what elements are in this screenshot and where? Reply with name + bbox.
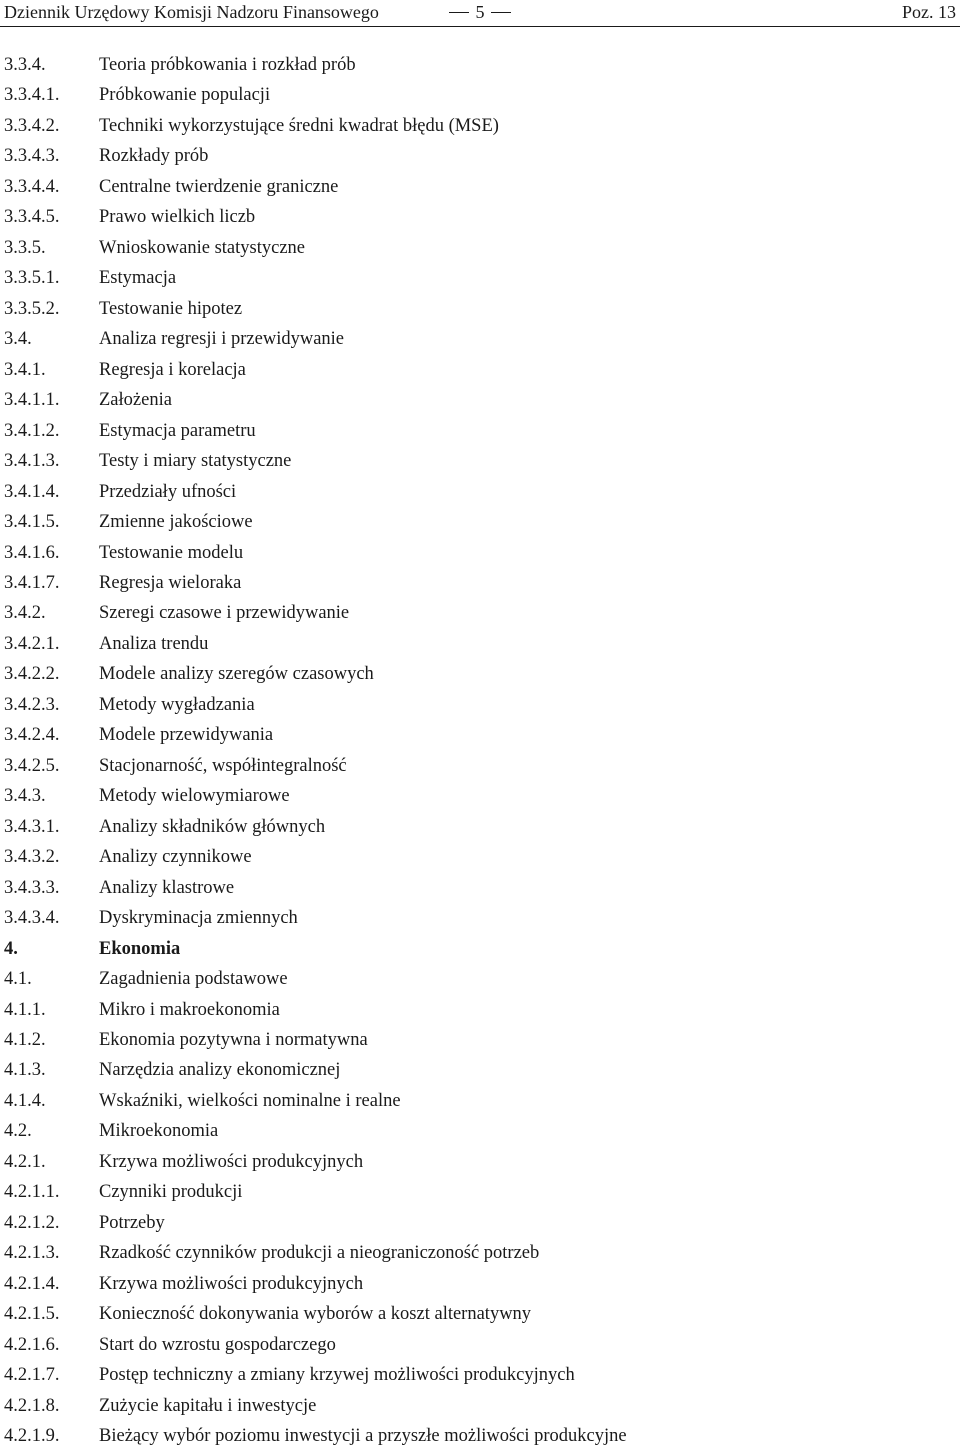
toc-entry-title: Testy i miary statystyczne <box>99 451 292 472</box>
toc-entry-title: Modele przewidywania <box>99 725 274 746</box>
toc-entry <box>0 1026 960 1056</box>
toc-entry <box>0 660 960 690</box>
toc-entry-title: Szeregi czasowe i przewidywanie <box>99 603 350 624</box>
toc-entry-number: 4.1.4. <box>4 1090 46 1111</box>
toc-entry <box>0 1239 960 1269</box>
toc-entry-number: 3.3.4.5. <box>4 207 60 228</box>
toc-entry <box>0 569 960 599</box>
toc-entry-title: Próbkowanie populacji <box>99 85 271 106</box>
page-header <box>0 0 960 26</box>
toc-entry-number: 4.1.1. <box>4 999 46 1020</box>
toc-entry <box>0 1087 960 1117</box>
toc-entry-title: Dyskryminacja zmiennych <box>99 908 298 929</box>
toc-entry-number: 3.4.3.3. <box>4 877 60 898</box>
toc-entry <box>0 386 960 416</box>
journal-title: Dziennik Urzędowy Komisji Nadzoru Finansowego <box>4 2 379 22</box>
toc-entry-title: Analizy klastrowe <box>99 877 235 898</box>
toc-entry-number: 3.4.1.6. <box>4 542 60 563</box>
toc-entry-title: Regresja i korelacja <box>99 359 246 380</box>
toc-entry-title: Stacjonarność, współintegralność <box>99 755 347 776</box>
toc-entry-title: Modele analizy szeregów czasowych <box>99 664 374 685</box>
toc-entry-title: Mikroekonomia <box>99 1121 219 1142</box>
toc-entry-title: Ekonomia <box>99 938 181 959</box>
toc-entry-number: 3.4.3.4. <box>4 908 60 929</box>
toc-entry-number: 3.4.1.7. <box>4 572 60 593</box>
toc-entry <box>0 173 960 203</box>
toc-entry-title: Krzywa możliwości produkcyjnych <box>99 1151 364 1172</box>
toc-entry <box>0 264 960 294</box>
toc-entry <box>0 721 960 751</box>
toc-entry-number: 3.3.4.3. <box>4 146 60 167</box>
toc-entry-number: 3.4.2.1. <box>4 633 60 654</box>
toc-entry-number: 4.2.1. <box>4 1151 46 1172</box>
toc-entry-number: 4.2.1.1. <box>4 1182 60 1203</box>
toc-entry <box>0 1361 960 1391</box>
toc-entry-number: 3.3.4. <box>4 55 46 75</box>
toc-entry-number: 3.4.2.2. <box>4 664 60 685</box>
toc-entry <box>0 843 960 873</box>
toc-entry-title: Analiza trendu <box>99 633 209 654</box>
toc-entry-title: Techniki wykorzystujące średni kwadrat błędu (MSE) <box>99 115 499 136</box>
toc-entry-title: Rzadkość czynników produkcji a nieograniczoność potrzeb <box>99 1243 540 1264</box>
toc-entry-title: Testowanie hipotez <box>99 298 243 319</box>
toc-entry <box>0 752 960 782</box>
toc-entry-title: Bieżący wybór poziomu inwestycji a przyszłe możliwości produkcyjne <box>99 1426 627 1447</box>
toc-entry <box>0 51 960 81</box>
toc-entry-number: 3.3.4.1. <box>4 85 60 106</box>
toc-entry <box>0 203 960 233</box>
toc-entry-number: 4. <box>4 938 18 959</box>
toc-entry-title: Start do wzrostu gospodarczego <box>99 1334 336 1355</box>
toc-entry-number: 3.4.2.4. <box>4 725 60 746</box>
toc-entry-number: 4.2. <box>4 1121 32 1142</box>
toc-entry-number: 3.3.4.2. <box>4 115 60 136</box>
toc-entry-number: 4.2.1.2. <box>4 1212 60 1233</box>
toc-entry <box>0 874 960 904</box>
header-divider <box>0 26 960 27</box>
toc-entry-number: 3.3.5.2. <box>4 298 60 319</box>
toc-entry-number: 4.1.2. <box>4 1030 46 1050</box>
toc-entry-title: Wskaźniki, wielkości nominalne i realne <box>99 1090 401 1111</box>
toc-entry <box>0 81 960 111</box>
toc-entry <box>0 356 960 386</box>
toc-entry <box>0 112 960 142</box>
toc-entry-number: 3.4.1.4. <box>4 481 60 502</box>
toc-entry-number: 4.2.1.5. <box>4 1304 60 1325</box>
toc-entry-title: Zagadnienia podstawowe <box>99 969 288 990</box>
toc-entry-title: Regresja wieloraka <box>99 572 242 593</box>
toc-entry <box>0 1270 960 1300</box>
toc-entry <box>0 295 960 325</box>
toc-entry-number: 3.4.3.1. <box>4 816 60 837</box>
toc-entry-number: 3.4.2.3. <box>4 694 60 715</box>
toc-entry-title: Analizy czynnikowe <box>99 847 252 868</box>
toc-entry <box>0 447 960 477</box>
page-number: 5 <box>445 1 515 23</box>
toc-entry <box>0 1422 960 1452</box>
toc-entry <box>0 234 960 264</box>
toc-entry <box>0 1056 960 1086</box>
toc-entry-title: Konieczność dokonywania wyborów a koszt alternatywny <box>99 1304 532 1325</box>
toc-entry-title: Postęp techniczny a zmiany krzywej możliwości produkcyjnych <box>99 1365 575 1386</box>
toc-entry-title: Wnioskowanie statystyczne <box>99 237 306 258</box>
toc-entry <box>0 1300 960 1330</box>
toc-entry-title: Zmienne jakościowe <box>99 512 253 533</box>
toc-entry-title: Założenia <box>99 390 172 411</box>
toc-entry-title: Krzywa możliwości produkcyjnych <box>99 1273 364 1294</box>
toc-entry-number: 4.2.1.7. <box>4 1365 60 1386</box>
toc-entry-number: 4.1. <box>4 969 32 990</box>
toc-entry-number: 4.2.1.6. <box>4 1334 60 1355</box>
toc-entry-title: Narzędzia analizy ekonomicznej <box>99 1060 341 1081</box>
toc-entry <box>0 782 960 812</box>
toc-entry <box>0 1331 960 1361</box>
toc-entry <box>0 965 960 995</box>
toc-entry-title: Analizy składników głównych <box>99 816 326 837</box>
toc-entry-number: 3.3.4.4. <box>4 176 60 197</box>
toc-entry <box>0 539 960 569</box>
toc-entry-title: Przedziały ufności <box>99 481 237 502</box>
toc-entry <box>0 417 960 447</box>
toc-entry <box>0 630 960 660</box>
toc-entry <box>0 1117 960 1147</box>
toc-entry-title: Testowanie modelu <box>99 542 244 563</box>
toc-entry-title: Potrzeby <box>99 1212 165 1233</box>
toc-entry-title: Metody wielowymiarowe <box>99 786 290 807</box>
toc-entry <box>0 599 960 629</box>
toc-entry-title: Centralne twierdzenie graniczne <box>99 176 339 197</box>
toc-entry <box>0 1178 960 1208</box>
toc-entry <box>0 508 960 538</box>
toc-entry-title: Rozkłady prób <box>99 146 209 167</box>
toc-entry <box>0 1148 960 1178</box>
toc-entry <box>0 996 960 1026</box>
toc-entry-number: 3.4.1. <box>4 359 46 380</box>
toc-entry-title: Mikro i makroekonomia <box>99 999 280 1020</box>
toc-entry-number: 3.4.1.2. <box>4 420 60 441</box>
toc-entry-number: 3.4.2. <box>4 603 46 624</box>
toc-entry <box>0 904 960 934</box>
toc-entry-title: Estymacja <box>99 268 177 289</box>
toc-entry-title: Estymacja parametru <box>99 420 256 441</box>
toc-entry <box>0 142 960 172</box>
toc-entry-number: 3.4. <box>4 329 32 350</box>
toc-entry-number: 3.3.5.1. <box>4 268 60 289</box>
toc-entry-number: 4.2.1.4. <box>4 1273 60 1294</box>
toc-entry-number: 3.4.1.3. <box>4 451 60 472</box>
toc-entry-number: 3.3.5. <box>4 237 46 258</box>
table-of-contents <box>0 51 960 1453</box>
toc-entry-title: Metody wygładzania <box>99 694 255 715</box>
toc-entry-number: 3.4.3.2. <box>4 847 60 868</box>
toc-entry-title: Teoria próbkowania i rozkład prób <box>99 55 356 75</box>
issue-number: Poz. 13 <box>902 2 956 22</box>
toc-entry-number: 3.4.1.1. <box>4 390 60 411</box>
toc-entry-title: Prawo wielkich liczb <box>99 207 256 228</box>
toc-entry-title: Analiza regresji i przewidywanie <box>99 329 345 350</box>
toc-entry <box>0 325 960 355</box>
toc-entry <box>0 478 960 508</box>
toc-entry-number: 4.2.1.8. <box>4 1395 60 1416</box>
toc-entry-title: Ekonomia pozytywna i normatywna <box>99 1030 368 1050</box>
toc-entry <box>0 935 960 965</box>
toc-entry-number: 4.1.3. <box>4 1060 46 1081</box>
toc-entry-number: 3.4.1.5. <box>4 512 60 533</box>
toc-entry-number: 4.2.1.3. <box>4 1243 60 1264</box>
toc-entry <box>0 691 960 721</box>
toc-entry <box>0 1392 960 1422</box>
toc-entry <box>0 1209 960 1239</box>
toc-entry-title: Zużycie kapitału i inwestycje <box>99 1395 317 1416</box>
toc-entry-number: 3.4.2.5. <box>4 755 60 776</box>
toc-entry <box>0 813 960 843</box>
toc-entry-number: 3.4.3. <box>4 786 46 807</box>
toc-entry-title: Czynniki produkcji <box>99 1182 243 1203</box>
toc-entry-number: 4.2.1.9. <box>4 1426 60 1447</box>
